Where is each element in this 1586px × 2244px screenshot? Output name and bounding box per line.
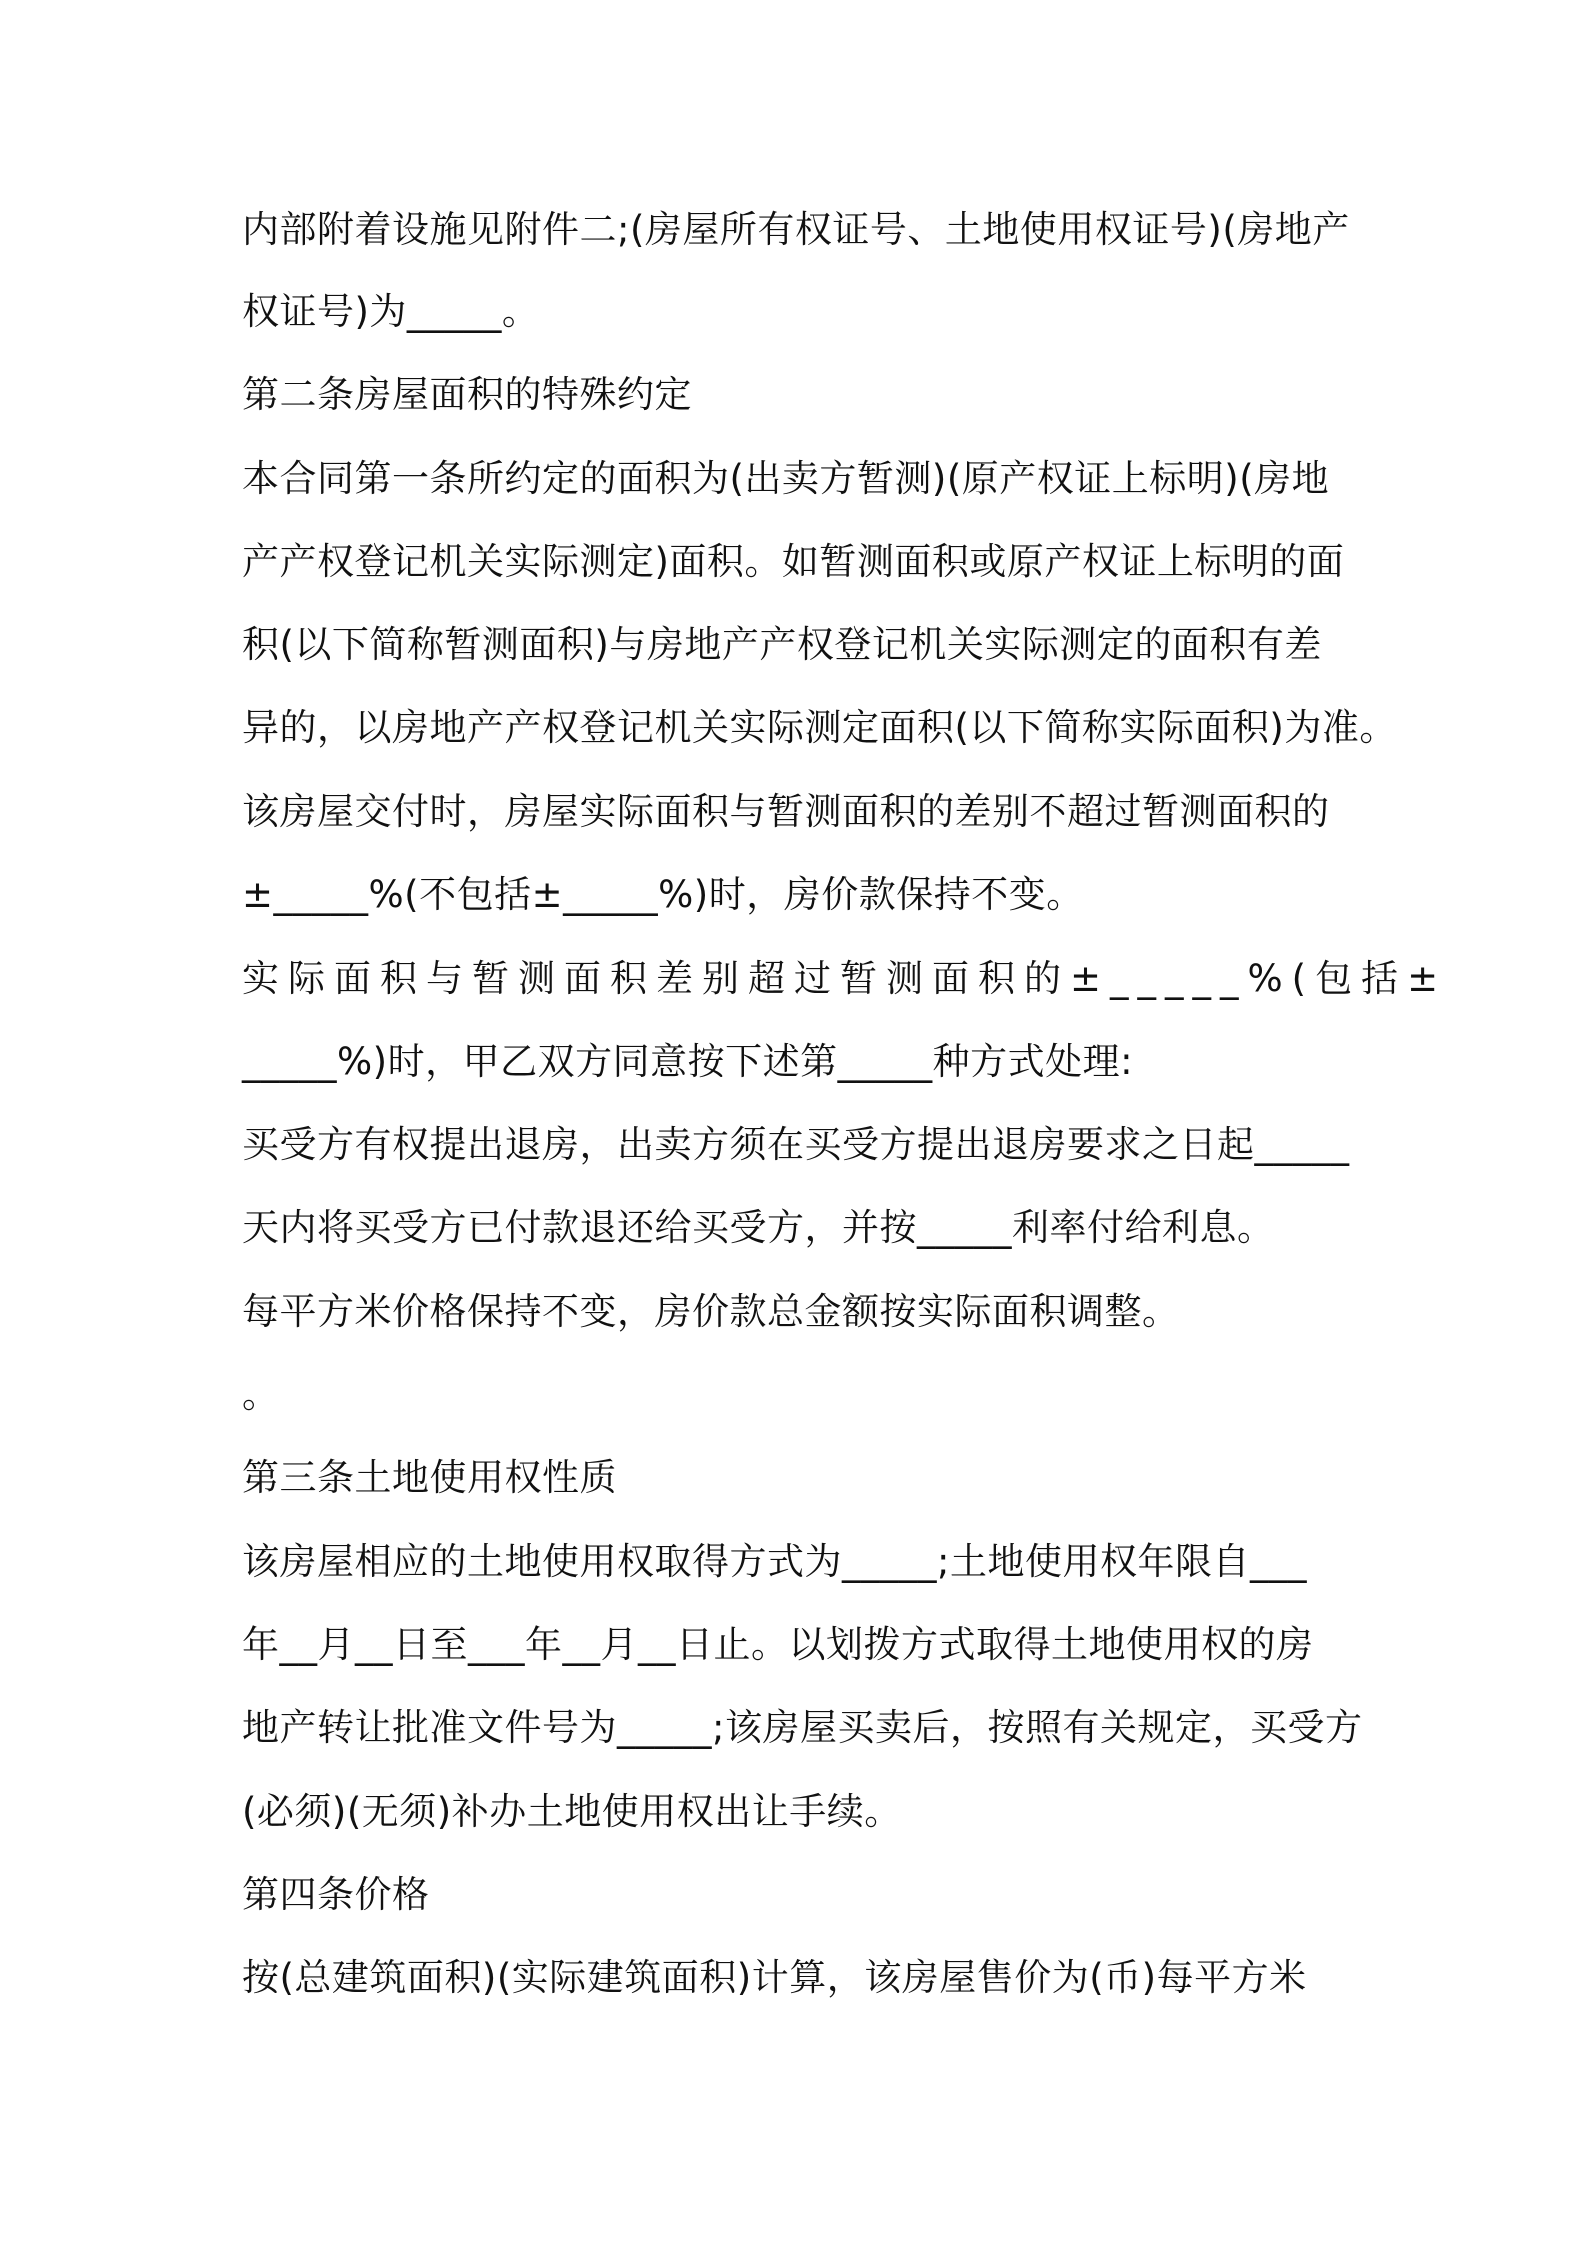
text-line-22: 按(总建筑面积)(实际建筑面积)计算，该房屋售价为(币)每平方米 <box>242 1956 1307 1999</box>
text-line-2: 权证号)为_____。 <box>242 290 540 333</box>
text-line-6: 积(以下简称暂测面积)与房地产产权登记机关实际测定的面积有差 <box>242 623 1322 666</box>
text-line-7: 异的，以房地产产权登记机关实际测定面积(以下简称实际面积)为准。 <box>242 706 1397 749</box>
text-line-17: 该房屋相应的土地使用权取得方式为_____;土地使用权年限自___ <box>242 1540 1307 1583</box>
text-line-11: _____%)时，甲乙双方同意按下述第_____种方式处理: <box>242 1040 1134 1083</box>
text-line-10: 实际面积与暂测面积差别超过暂测面积的±_____%(包括± <box>242 957 1448 1000</box>
text-line-15: 。 <box>242 1373 280 1416</box>
text-line-18: 年__月__日至___年__月__日止。以划拨方式取得土地使用权的房 <box>242 1623 1314 1666</box>
text-line-9: ±_____%(不包括±_____%)时，房价款保持不变。 <box>242 873 1084 916</box>
text-line-14: 每平方米价格保持不变，房价款总金额按实际面积调整。 <box>242 1290 1180 1333</box>
text-line-4: 本合同第一条所约定的面积为(出卖方暂测)(原产权证上标明)(房地 <box>242 457 1330 500</box>
text-line-1: 内部附着设施见附件二;(房屋所有权证号、土地使用权证号)(房地产 <box>242 208 1350 251</box>
section-heading-3: 第三条土地使用权性质 <box>242 1456 617 1499</box>
section-heading-2: 第二条房屋面积的特殊约定 <box>242 373 692 416</box>
text-line-13: 天内将买受方已付款退还给买受方，并按_____利率付给利息。 <box>242 1206 1275 1249</box>
text-line-20: (必须)(无须)补办土地使用权出让手续。 <box>242 1790 902 1833</box>
text-line-19: 地产转让批准文件号为_____;该房屋买卖后，按照有关规定，买受方 <box>242 1706 1363 1749</box>
section-heading-4: 第四条价格 <box>242 1873 430 1916</box>
text-line-5: 产产权登记机关实际测定)面积。如暂测面积或原产权证上标明的面 <box>242 540 1345 583</box>
text-line-8: 该房屋交付时，房屋实际面积与暂测面积的差别不超过暂测面积的 <box>242 790 1330 833</box>
text-line-12: 买受方有权提出退房，出卖方须在买受方提出退房要求之日起_____ <box>242 1123 1350 1166</box>
